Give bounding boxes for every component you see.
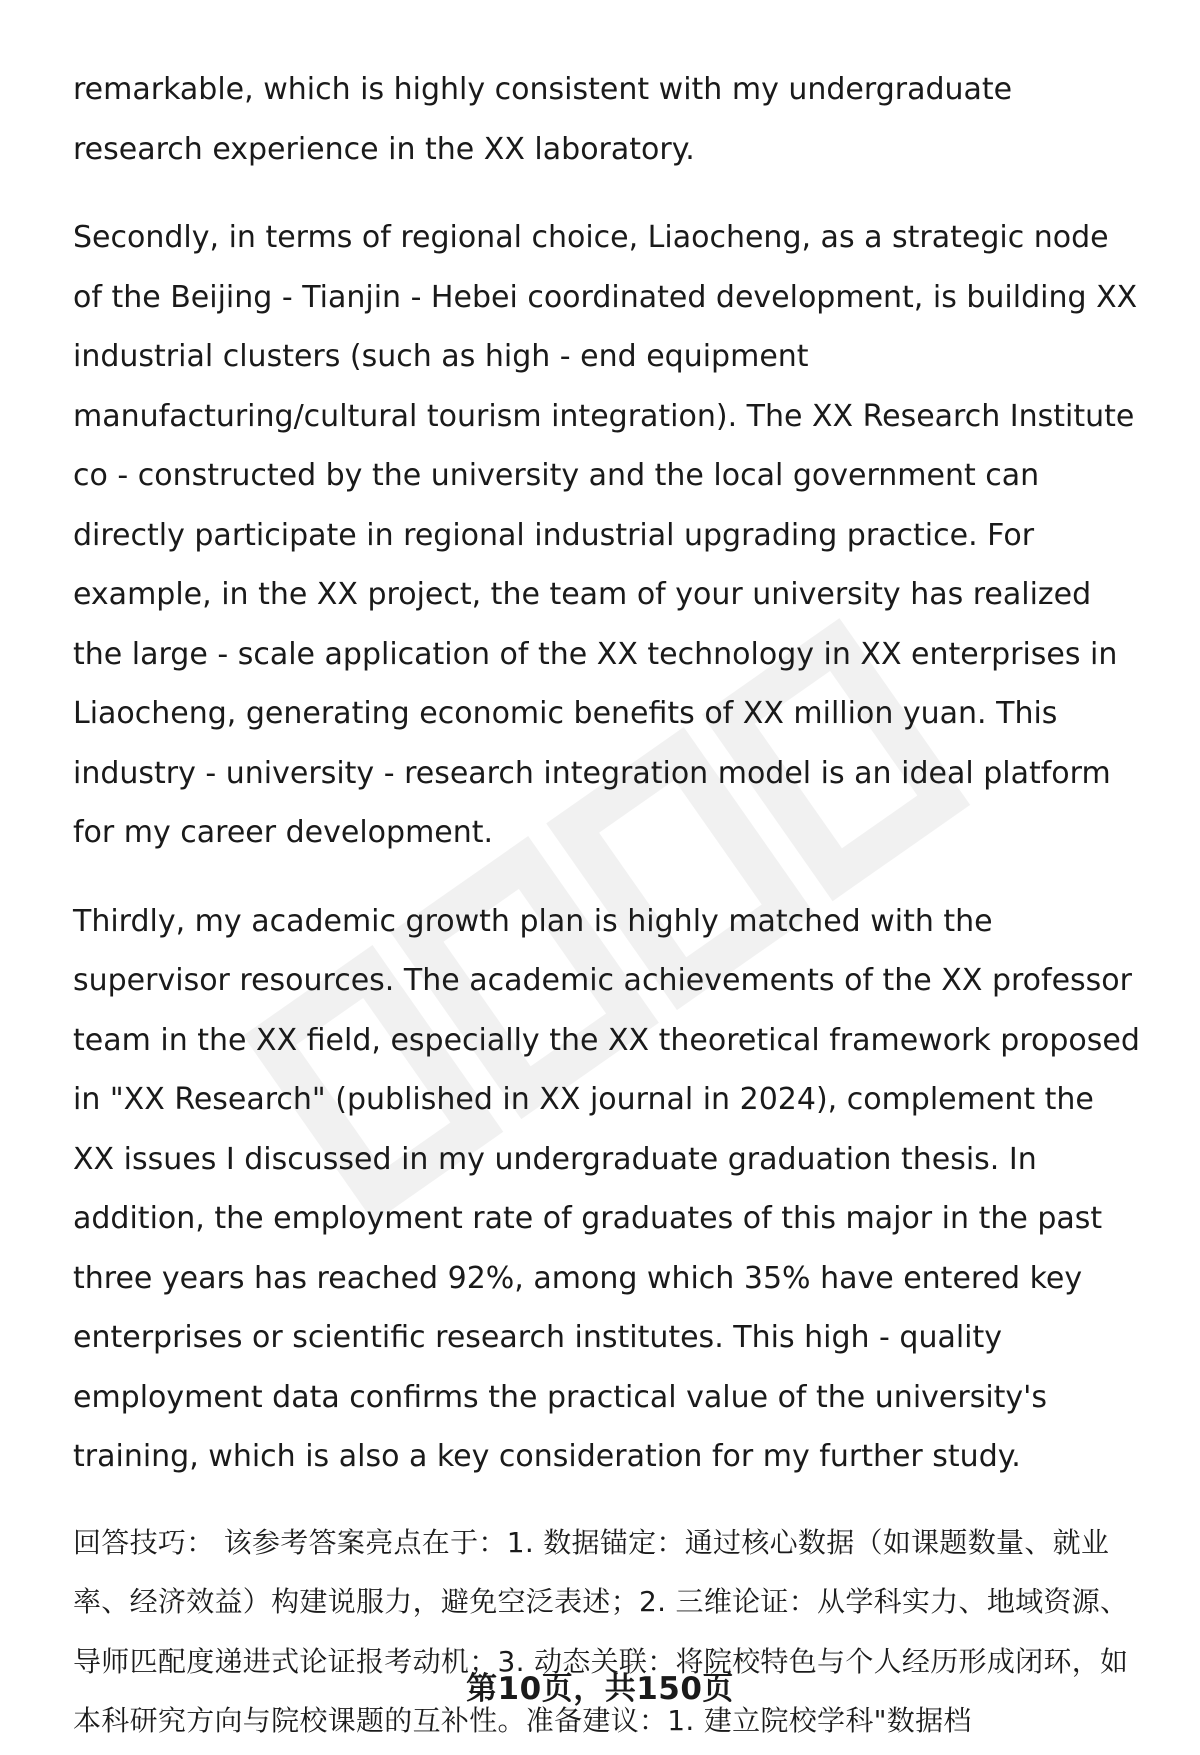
- document-body: [73, 60, 1143, 1751]
- answer-tips: 回答技巧： 该参考答案亮点在于：1. 数据锚定：通过核心数据（如课题数量、就业率、经济效益）构建说服力，避免空泛表述；2. 三维论证：从学科实力、地域资源、导师匹配度递进式论证报考动机；3. 动态关联：将院校特色与个人经历形成闭环，如本科研究方向与院校课题的互补性。准备建议：1. 建立院校学科"数据档: [73, 1525, 1129, 1737]
- page-number: 第10页，共150页: [466, 1671, 734, 1707]
- paragraph-2: Secondly, in terms of regional choice, Liaocheng, as a strategic node of the Beijing - Tianjin - Hebei coordinated development, is building XX industrial clusters (such as high - end equipment manufacturing/cultural tourism integration). The XX Research Institute co - constructed by the university and the local government can directly participate in regional industrial upgrading practice. For example, in the XX project, the team of your university has realized the large - scale application of the XX technology in XX enterprises in Liaocheng, generating economic benefits of XX million yuan. This industry - university - research integration model is an ideal platform for my career development.: [73, 220, 1138, 850]
- paragraph-3: Thirdly, my academic growth plan is highly matched with the supervisor resources. The academic achievements of the XX professor team in the XX field, especially the XX theoretical framework proposed in "XX Research" (published in XX journal in 2024), complement the XX issues I discussed in my undergraduate graduation thesis. In addition, the employment rate of graduates of this major in the past three years has reached 92%, among which 35% have entered key enterprises or scientific research institutes. This high - quality employment data confirms the practical value of the university's training, which is also a key consideration for my further study.: [73, 903, 1140, 1474]
- paragraph-1: remarkable, which is highly consistent with my undergraduate research experience in the XX laboratory.: [73, 72, 1013, 167]
